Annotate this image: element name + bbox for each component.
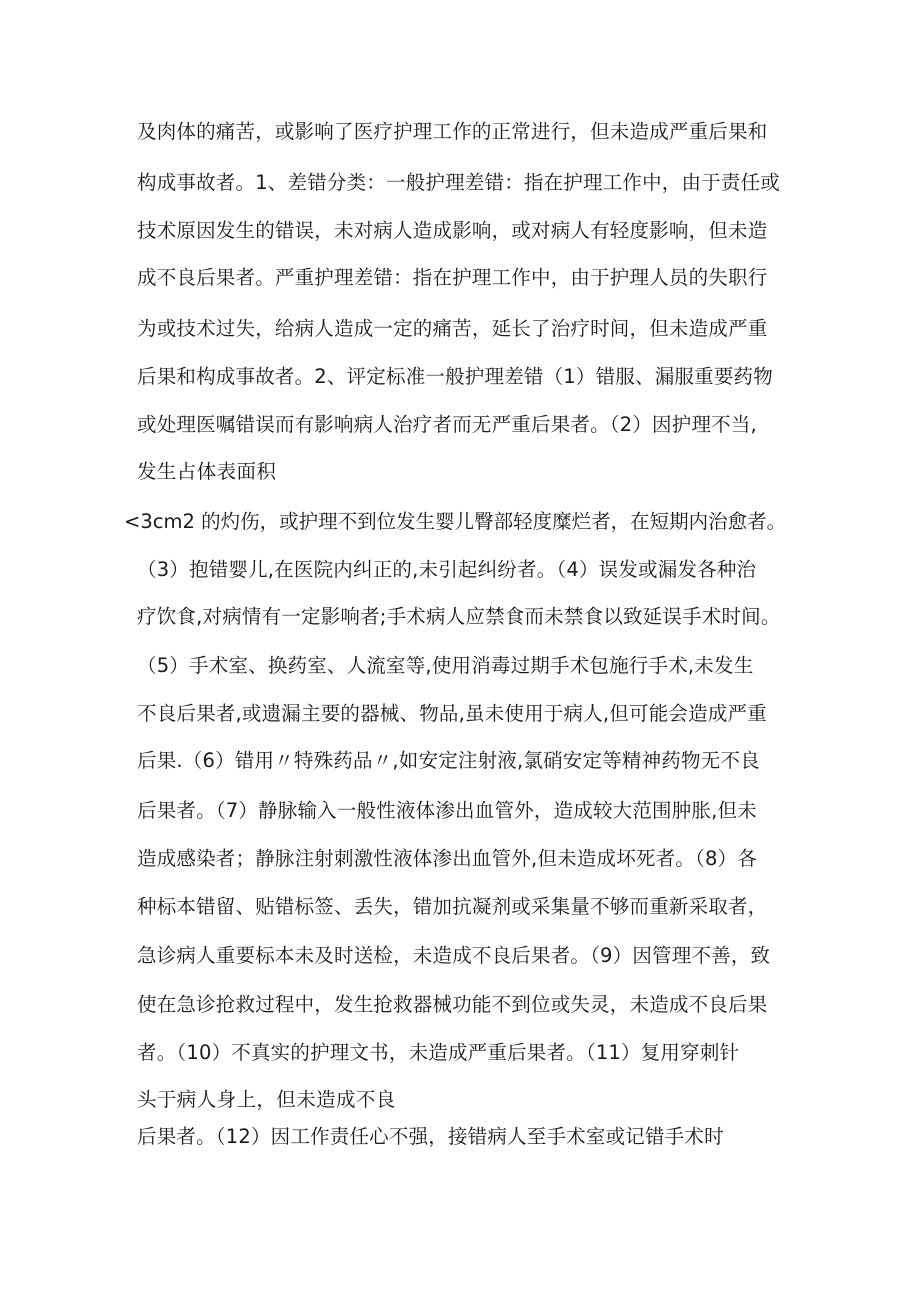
text-line: 后果和构成事故者。2、评定标准一般护理差错（1）错服、漏服重要药物 <box>137 365 773 388</box>
text-line: 及肉体的痛苦，或影响了医疗护理工作的正常进行，但未造成严重后果和 <box>137 120 768 143</box>
text-line: （5）手术室、换药室、人流室等,使用消毒过期手术包施行手术,未发生 <box>137 654 754 677</box>
text-line: 技术原因发生的错误，未对病人造成影响，或对病人有轻度影响，但未造 <box>137 219 768 242</box>
text-line: 或处理医嘱错误而有影响病人治疗者而无严重后果者。（2）因护理不当, <box>137 413 757 436</box>
text-line: 头于病人身上，但未造成不良 <box>137 1088 396 1111</box>
text-line: 使在急诊抢救过程中，发生抢救器械功能不到位或失灵，未造成不良后果 <box>137 993 768 1016</box>
text-line: 后果者。（12）因工作责任心不强，接错病人至手术室或记错手术时 <box>137 1125 724 1148</box>
text-line: 不良后果者,或遗漏主要的器械、物品,虽未使用于病人,但可能会造成严重 <box>137 702 767 725</box>
text-line: （3）抱错婴儿,在医院内纠正的,未引起纠纷者。（4）误发或漏发各种治 <box>137 558 757 581</box>
text-line: 后果者。（7）静脉输入一般性液体渗出血管外，造成较大范围肿胀,但未 <box>137 799 757 822</box>
text-line: 成不良后果者。严重护理差错：指在护理工作中，由于护理人员的失职行 <box>137 266 768 289</box>
text-line: 者。（10）不真实的护理文书，未造成严重后果者。（11）复用穿刺针 <box>137 1041 740 1064</box>
text-line: 构成事故者。1、差错分类：一般护理差错：指在护理工作中，由于责任或 <box>137 171 781 194</box>
text-line: 为或技术过失，给病人造成一定的痛苦，延长了治疗时间，但未造成严重 <box>137 317 768 340</box>
text-line: 发生占体表面积 <box>137 460 277 483</box>
text-line: <3cm2 的灼伤，或护理不到位发生婴儿臀部轻度糜烂者，在短期内治愈者。 <box>124 510 787 533</box>
text-line: 后果.（6）错用〃特殊药品〃,如安定注射液,氯硝安定等精神药物无不良 <box>137 749 760 772</box>
text-line: 疗饮食,对病情有一定影响者;手术病人应禁食而未禁食以致延误手术时间。 <box>137 605 781 628</box>
text-line: 种标本错留、贴错标签、丢失，错加抗凝剂或采集量不够而重新采取者， <box>137 895 768 918</box>
text-line: 造成感染者；静脉注射刺激性液体渗出血管外,但未造成坏死者。（8）各 <box>137 847 757 870</box>
text-line: 急诊病人重要标本未及时送检，未造成不良后果者。（9）因管理不善，致 <box>137 944 771 967</box>
